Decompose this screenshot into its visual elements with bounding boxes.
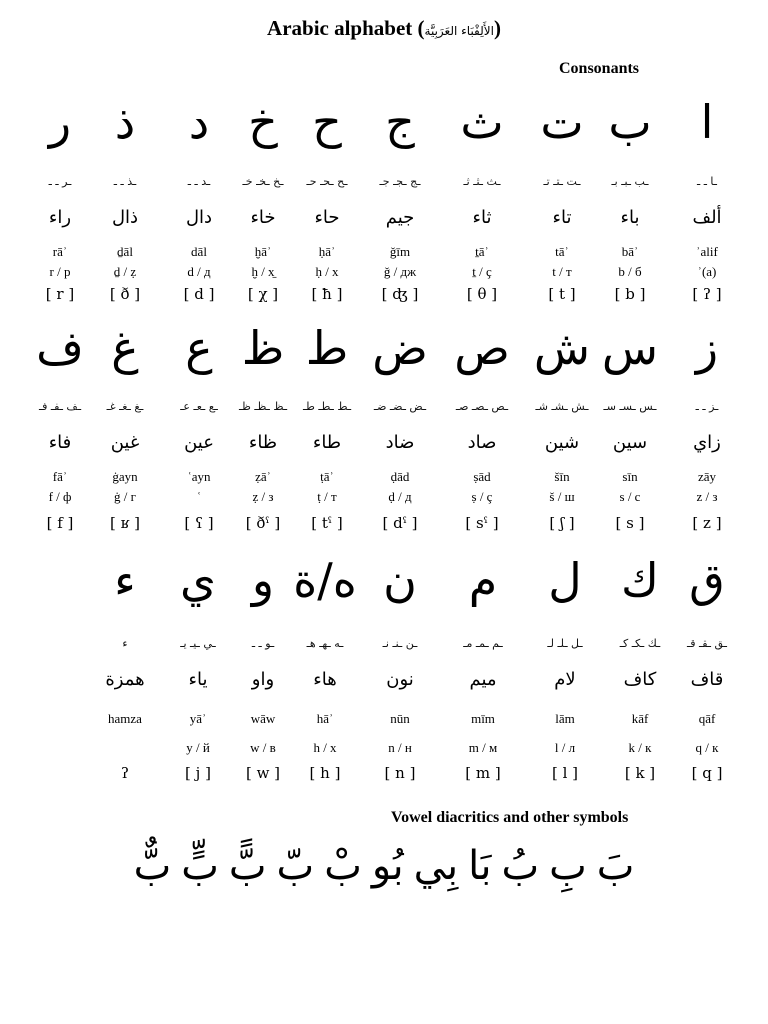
letter-cyr: ḥ / х (315, 264, 339, 279)
letter-name: ياء (188, 669, 208, 690)
letter-name: راء (48, 207, 72, 228)
letter-tr: ʿayn (187, 469, 211, 484)
letter-tr: lām (555, 711, 575, 726)
letter-forms: ـص ـصـ صـ (455, 400, 509, 413)
letter-ipa: [ ħ ] (311, 285, 343, 303)
title-close: ) (493, 16, 501, 40)
letter-forms: ـل ـلـ لـ (547, 637, 583, 650)
letter-big: ي (179, 553, 216, 607)
letter-name: فاء (48, 432, 72, 453)
letter-ipa: ʔ (120, 764, 130, 782)
letter-ipa: [ ʤ ] (381, 285, 419, 303)
letter-tr: qāf (698, 711, 716, 726)
letter-cyr: ʾ(a) (697, 264, 717, 279)
letter-cyr: y / й (186, 740, 210, 755)
vowels-heading: Vowel diacritics and other symbols (391, 809, 629, 826)
letter-cyr: ǧ / дж (383, 264, 417, 279)
letter-big: ط (305, 321, 349, 375)
letter-cyr: ġ / г (114, 489, 136, 504)
letter-tr: šīn (554, 469, 570, 484)
letter-forms: ـج ـجـ جـ (379, 175, 421, 188)
letter-cyr: m / м (468, 740, 498, 755)
letter-big: غ (111, 321, 139, 375)
letter-forms: ـت ـتـ تـ (543, 175, 581, 188)
vowel-symbol: بَا (468, 843, 492, 889)
letter-forms: ـذ ـ ـ (113, 175, 137, 188)
vowel-symbol: بِ (549, 843, 587, 889)
vowel-symbol: بٍّ (181, 843, 219, 889)
letter-big: ء (114, 553, 136, 607)
letter-big: ح (312, 95, 342, 149)
letter-cyr: ḫ / х̱ (251, 264, 275, 279)
letter-cyr: k / к (628, 740, 652, 755)
letter-tr: kāf (631, 711, 649, 726)
letter-ipa: [ m ] (465, 764, 501, 782)
letter-cyr: š / ш (549, 489, 575, 504)
letter-ipa: [ ʔ ] (692, 285, 722, 303)
letter-name: ألف (692, 207, 722, 228)
letter-cyr: s / с (619, 489, 641, 504)
vowel-symbol: بَ (596, 843, 635, 889)
letter-tr: nūn (390, 711, 410, 726)
letter-tr: ǧīm (389, 244, 411, 259)
letter-ipa: [ f ] (46, 514, 74, 532)
letter-ipa: [ dˤ ] (382, 514, 418, 532)
letter-cyr: ʿ (196, 489, 202, 504)
letter-forms: ـع ـعـ عـ (180, 400, 218, 413)
letter-name: قاف (690, 669, 724, 690)
letter-big: ث (460, 95, 504, 149)
letter-name: باء (620, 207, 640, 228)
vowel-diacritics-row (0, 836, 768, 896)
letter-big: س (601, 321, 659, 375)
letter-ipa: [ θ ] (466, 285, 498, 303)
letter-tr: yāʾ (189, 711, 207, 726)
page-title (0, 16, 768, 41)
letter-forms: ـز ـ ـ (695, 400, 719, 413)
letter-tr: ḍād (390, 469, 410, 484)
letter-tr: ḏāl (117, 244, 133, 259)
vowel-symbol: بُو (371, 843, 404, 889)
letter-name: عين (184, 432, 214, 453)
letter-forms: ـم ـمـ مـ (463, 637, 503, 650)
letter-tr: dāl (191, 244, 207, 259)
letter-forms: ـث ـثـ ثـ (463, 175, 501, 188)
letter-big: ج (385, 95, 415, 149)
letter-name: ميم (469, 669, 497, 690)
letter-tr: rāʾ (52, 244, 68, 259)
letter-big: د (188, 95, 210, 149)
letter-cyr: d / д (187, 264, 211, 279)
letter-ipa: [ l ] (551, 764, 579, 782)
letter-forms: ـظ ـظـ ظـ (238, 400, 288, 413)
letter-forms: ـر ـ ـ (48, 175, 72, 188)
letter-name: نون (386, 669, 414, 690)
letter-cyr: r / р (49, 264, 71, 279)
letter-ipa: [ ʁ ] (110, 514, 140, 532)
letter-name: ذال (111, 207, 139, 228)
letter-forms: ـو ـ ـ (251, 637, 275, 650)
letter-ipa: [ j ] (185, 764, 211, 782)
letter-name: دال (185, 207, 213, 228)
letter-name: ثاء (472, 207, 492, 228)
letter-name: ضاد (385, 432, 415, 453)
vowel-symbol: بْ (324, 843, 362, 889)
letter-ipa: [ d ] (183, 285, 215, 303)
letter-tr: ġayn (112, 469, 138, 484)
letter-ipa: [ s ] (615, 514, 645, 532)
letter-tr: sīn (622, 469, 638, 484)
letter-tr: ṣād (473, 469, 491, 484)
letter-forms: ـط ـطـ طـ (302, 400, 352, 413)
letter-name: طاء (312, 432, 342, 453)
letter-forms: ـا ـ ـ (696, 175, 717, 188)
letter-tr: ṯāʾ (475, 244, 489, 259)
letter-forms: ـخ ـخـ خـ (242, 175, 284, 188)
vowel-symbol: بِي (413, 843, 459, 889)
letter-cyr: ṣ / ç (471, 489, 493, 504)
letter-cyr: ḏ / ẓ (113, 264, 137, 279)
letter-big: ر (48, 95, 72, 149)
title-arabic: الأَلِفْبَاء العَرَبِيَّة (424, 24, 494, 38)
letter-big: ل (548, 553, 582, 607)
letter-forms: ـس ـسـ سـ (603, 400, 657, 413)
letter-name: سين (612, 432, 648, 453)
letter-ipa: [ z ] (692, 514, 722, 532)
letter-ipa: [ n ] (384, 764, 416, 782)
letter-ipa: [ b ] (614, 285, 646, 303)
letter-ipa: [ tˤ ] (311, 514, 343, 532)
letter-name: همزة (105, 669, 145, 690)
letter-tr: ḫāʾ (254, 244, 272, 259)
letter-big: ن (383, 553, 417, 607)
letter-cyr: b / б (618, 264, 642, 279)
letter-tr: tāʾ (555, 244, 569, 259)
letter-big: ظ (241, 321, 285, 375)
letter-ipa: [ q ] (691, 764, 723, 782)
vowel-symbol: بًّ (228, 843, 267, 889)
letter-tr: hāʾ (316, 711, 334, 726)
letter-ipa: [ χ ] (247, 285, 279, 303)
letter-big: ف (36, 321, 84, 375)
letter-forms: ـق ـقـ قـ (687, 637, 727, 650)
letter-cyr: z / з (696, 489, 718, 504)
letter-name: تاء (552, 207, 572, 228)
letter-big: ع (185, 321, 213, 375)
letter-name: شين (544, 432, 580, 453)
letter-name: هاء (313, 669, 337, 690)
letter-ipa: [ w ] (245, 764, 281, 782)
letter-big: ز (695, 321, 719, 375)
letter-big: و (251, 553, 275, 607)
letter-cyr: ṯ / ҫ (472, 264, 492, 279)
letter-big: ه/ة (293, 553, 357, 607)
letter-forms: ـه ـهـ هـ (306, 637, 344, 650)
letter-forms: ـض ـضـ ضـ (373, 400, 427, 413)
letter-forms: ـب ـبـ بـ (611, 175, 649, 188)
letter-cyr: t / т (552, 264, 572, 279)
letter-forms: ـن ـنـ نـ (382, 637, 418, 650)
letter-tr: ḥāʾ (318, 244, 336, 259)
letter-ipa: [ ʃ ] (549, 514, 575, 532)
letter-tr: zāy (697, 469, 717, 484)
letter-tr: bāʾ (621, 244, 639, 259)
letter-forms: ـك ـكـ كـ (619, 637, 661, 650)
letter-tr: wāw (250, 711, 276, 726)
letter-ipa: [ ð ] (109, 285, 141, 303)
letter-forms: ء (122, 637, 128, 650)
vowel-symbol: بٌّ (133, 843, 172, 889)
letter-ipa: [ t ] (548, 285, 576, 303)
letter-name: لام (554, 669, 576, 690)
letter-tr: ʾalif (696, 244, 718, 259)
letter-tr: fāʾ (52, 469, 68, 484)
letter-big: ك (621, 553, 659, 607)
letter-forms: ـش ـشـ شـ (535, 400, 589, 413)
letter-big: ا (700, 95, 714, 149)
letter-ipa: [ h ] (309, 764, 341, 782)
letter-name: صاد (467, 432, 497, 453)
letter-big: ص (454, 321, 510, 375)
letter-big: ش (533, 321, 591, 375)
letter-ipa: [ k ] (624, 764, 656, 782)
letter-name: حاء (314, 207, 340, 228)
letter-ipa: [ r ] (45, 285, 75, 303)
letter-big: ق (689, 553, 725, 607)
title-text: Arabic alphabet ( (267, 16, 425, 40)
letter-forms: ـح ـحـ حـ (306, 175, 348, 188)
letter-cyr (87, 740, 163, 756)
letter-name: زاي (693, 432, 721, 453)
letter-forms: ـف ـفـ فـ (38, 400, 82, 413)
letter-cyr: f / ф (48, 489, 72, 504)
letter-ipa: [ sˤ ] (465, 514, 499, 532)
letter-tr: ṭāʾ (320, 469, 334, 484)
letter-name: خاء (250, 207, 276, 228)
letter-name: واو (251, 669, 275, 690)
letter-big: خ (248, 95, 278, 149)
letter-big: ض (372, 321, 428, 375)
letter-cyr: ḍ / д (388, 489, 412, 504)
letter-cyr: h / х (313, 740, 337, 755)
letter-forms: ـي ـيـ يـ (180, 637, 216, 650)
letter-ipa: [ ðˤ ] (245, 514, 281, 532)
letter-forms: ـد ـ ـ (187, 175, 211, 188)
letter-name: ظاء (248, 432, 278, 453)
letter-name: كاف (623, 669, 657, 690)
letter-name: جيم (385, 207, 415, 228)
letter-name: غين (110, 432, 140, 453)
letter-cyr: n / н (388, 740, 412, 755)
letter-big: ب (608, 95, 652, 149)
letter-big: ت (540, 95, 584, 149)
consonants-heading: Consonants (559, 60, 640, 77)
vowel-symbol: بّ (276, 843, 315, 889)
letter-tr: hamza (108, 711, 142, 726)
letter-big: ذ (114, 95, 136, 149)
vowel-symbol: بُ (501, 843, 540, 889)
letter-cyr: ṭ / т (317, 489, 337, 504)
letter-tr: mīm (471, 711, 495, 726)
letter-cyr: q / к (695, 740, 719, 755)
letter-forms: ـغ ـغـ غـ (106, 400, 144, 413)
letter-big: م (468, 553, 498, 607)
letter-tr: ẓāʾ (255, 469, 271, 484)
letter-cyr: ẓ / з (252, 489, 274, 504)
letter-cyr: l / л (554, 740, 576, 755)
letter-ipa: [ ʕ ] (184, 514, 214, 532)
letter-cyr: w / в (250, 740, 276, 755)
